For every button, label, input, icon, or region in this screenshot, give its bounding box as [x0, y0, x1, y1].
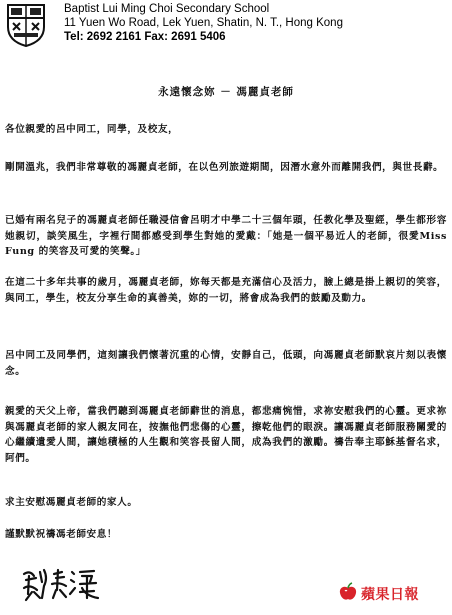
paragraph-closing: 謹默默祝禱馮老師安息！ — [5, 529, 118, 540]
apple-daily-watermark — [338, 582, 419, 606]
school-name: Baptist Lui Ming Choi Secondary School — [64, 3, 270, 15]
watermark-text: 蘋果日報 — [361, 587, 419, 603]
letterhead — [64, 2, 343, 44]
paragraph-background: 已婚有兩名兒子的馮麗貞老師任職浸信會呂明才中學二十三個年頭，任教化學及聖經，學生都形容她親切，談笑風生，字裡行間都感受到學生對她的愛戴：「她是一個平易近人的老師，很愛Miss Fung 的笑容及可愛的笑聲。」 — [5, 215, 447, 257]
apple-logo-icon — [338, 582, 358, 606]
salutation: 各位親愛的呂中同工，同學，及校友， — [5, 124, 179, 135]
paragraph-silence: 呂中同工及同學們，這刻讓我們懷著沉重的心情，安靜自己，低頭，向馮麗貞老師默哀片刻以表懷念。 — [5, 350, 447, 377]
school-contact: Tel: 2692 2161 Fax: 2691 5406 — [64, 31, 226, 43]
handwritten-signature — [20, 564, 110, 604]
school-address: 11 Yuen Wo Road, Lek Yuen, Shatin, N. T., Hong Kong — [64, 17, 343, 29]
paragraph-tribute: 在這二十多年共事的歲月，馮麗貞老師，妳每天都是充滿信心及活力，臉上總是掛上親切的笑容，與同工，學生，校友分享生命的真善美，妳的一切，將會成為我們的鼓勵及動力。 — [5, 277, 447, 304]
school-crest-logo — [6, 3, 46, 47]
paragraph-prayer: 親愛的天父上帝，當我們聽到馮麗貞老師辭世的消息，都悲痛惋惜，求祢安慰我們的心靈。更求祢與馮麗貞老師的家人親友同在，按撫他們悲傷的心靈，擦乾他們的眼淚。讓馮麗貞老師服務關愛的心繼續遺愛人間，讓她積極的人生觀和笑容長留人間，成為我們的激勵。禱告奉主耶穌基督名求，阿們。 — [5, 406, 447, 464]
letter-title: 永遠懷念妳 － 馮麗貞老師 — [158, 86, 294, 98]
paragraph-announcement: 剛開溫兆，我們非常尊敬的馮麗貞老師，在以色列旅遊期間，因潛水意外而離開我們，與世長辭。 — [5, 162, 444, 173]
paragraph-comfort: 求主安慰馮麗貞老師的家人。 — [5, 497, 138, 508]
